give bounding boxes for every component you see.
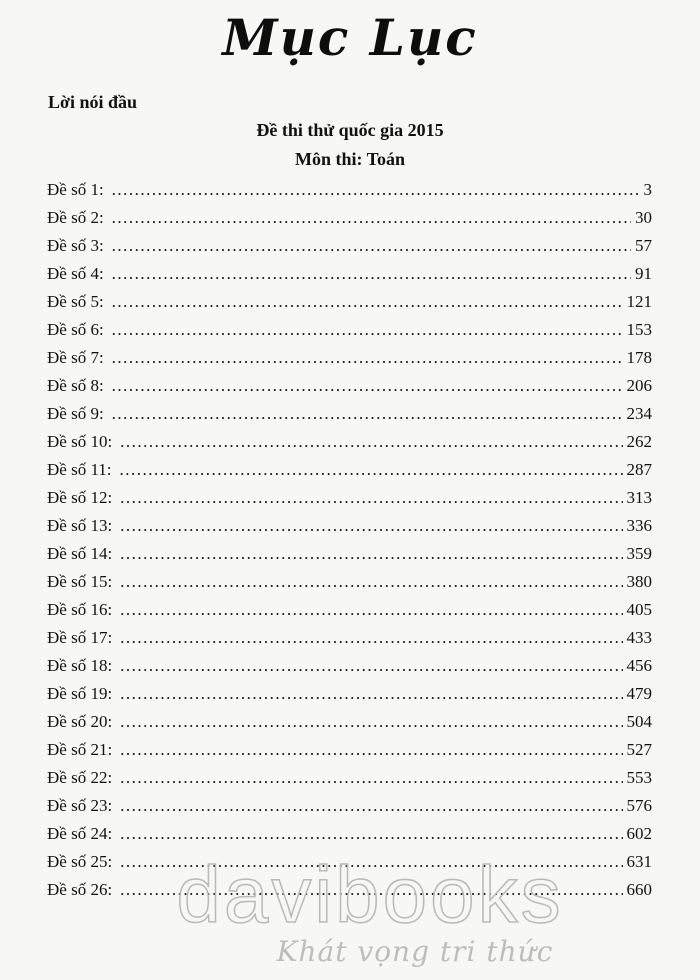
toc-entry-page: 206 [626,376,652,395]
toc-entry [47,596,652,624]
toc-entry-page: 405 [626,600,652,619]
toc-entry-page: 456 [626,656,652,675]
toc-entry-page: 262 [626,432,652,451]
toc-entry-page: 359 [626,544,652,563]
toc-dot-leader [112,288,623,316]
toc-dot-leader [120,820,622,848]
toc-entry [47,400,652,428]
toc-entry-page: 57 [635,236,652,255]
toc-entry-page: 504 [626,712,652,731]
toc-entry [47,260,652,288]
toc-entry [47,848,652,876]
toc-entry-label: Đề số 4: [47,264,104,283]
toc-dot-leader [120,736,622,764]
toc-entry-page: 234 [626,404,652,423]
toc-entry [47,568,652,596]
toc-entry-label: Đề số 19: [47,684,113,703]
toc-entry-label: Đề số 15: [47,572,113,591]
toc-entry [47,540,652,568]
toc-entry-label: Đề số 17: [47,628,113,647]
watermark-brand: davibooks [176,850,564,939]
toc-entry-label: Đề số 9: [47,404,104,423]
toc-entry-page: 479 [626,684,652,703]
page-title: Mục Lục [222,8,478,67]
toc-entry [47,232,652,260]
toc-entry-page: 121 [626,292,652,311]
toc-entry [47,876,652,904]
preface-heading: Lời nói đầu [48,92,138,112]
toc-entry-label: Đề số 18: [47,656,113,675]
toc-entry-label: Đề số 6: [47,320,104,339]
toc-entry-page: 178 [626,348,652,367]
toc-dot-leader [120,708,622,736]
toc-dot-leader [120,652,622,680]
toc-dot-leader [112,232,631,260]
toc-entry-page: 30 [635,208,652,227]
toc-entry-label: Đề số 10: [47,432,113,451]
toc-entry [47,316,652,344]
toc-dot-leader [120,568,622,596]
toc-entry-label: Đề số 11: [47,460,112,479]
toc-dot-leader [120,484,622,512]
toc-entry [47,792,652,820]
toc-entry-page: 433 [626,628,652,647]
toc-entry-label: Đề số 1: [47,180,104,199]
toc-entry-page: 313 [626,488,652,507]
toc-entry [47,820,652,848]
toc-entry-page: 602 [626,824,652,843]
toc-entry-label: Đề số 5: [47,292,104,311]
toc-entry-label: Đề số 25: [47,852,113,871]
section-heading: Đề thi thử quốc gia 2015 [256,120,444,140]
toc-entry-label: Đề số 3: [47,236,104,255]
toc-entry-label: Đề số 7: [47,348,104,367]
toc-entry-page: 336 [626,516,652,535]
toc-entry-page: 631 [626,852,652,871]
toc-dot-leader [120,680,622,708]
toc-entry-page: 553 [626,768,652,787]
toc-dot-leader [112,260,631,288]
toc-entry-page: 380 [626,572,652,591]
toc-entry-label: Đề số 22: [47,768,113,787]
toc-entry-page: 527 [626,740,652,759]
toc-entry-label: Đề số 12: [47,488,113,507]
toc-dot-leader [120,596,622,624]
toc-entry [47,288,652,316]
toc-dot-leader [120,540,622,568]
toc-dot-leader [112,344,623,372]
toc-entry [47,736,652,764]
toc-dot-leader [112,204,631,232]
toc-entry-page: 91 [635,264,652,283]
toc-dot-leader [120,792,622,820]
toc-entry [47,344,652,372]
toc-entry-label: Đề số 21: [47,740,113,759]
toc-dot-leader [120,848,622,876]
toc-entry [47,680,652,708]
toc-entry-label: Đề số 8: [47,376,104,395]
toc-entry [47,204,652,232]
toc-dot-leader [112,400,623,428]
toc-dot-leader [120,456,623,484]
toc-entry-page: 660 [626,880,652,899]
toc-entry [47,176,652,204]
toc-dot-leader [120,512,622,540]
toc-entry-label: Đề số 24: [47,824,113,843]
toc-entry-page: 287 [626,460,652,479]
toc-dot-leader [120,764,622,792]
toc-dot-leader [112,372,623,400]
toc-entry-label: Đề số 14: [47,544,113,563]
toc-entry-page: 576 [626,796,652,815]
toc-entry [47,624,652,652]
toc-entry-label: Đề số 13: [47,516,113,535]
toc-entry-label: Đề số 20: [47,712,113,731]
toc-entry [47,456,652,484]
toc-entry [47,764,652,792]
toc-entry-label: Đề số 23: [47,796,113,815]
toc-dot-leader [112,316,623,344]
toc-entry [47,652,652,680]
toc-entry [47,428,652,456]
table-of-contents [47,176,652,904]
toc-dot-leader [120,428,622,456]
toc-entry-label: Đề số 26: [47,880,113,899]
toc-entry [47,708,652,736]
toc-dot-leader [112,176,640,204]
toc-dot-leader [120,624,622,652]
watermark-slogan: Khát vọng tri thức [276,935,554,968]
toc-entry-label: Đề số 16: [47,600,113,619]
toc-entry [47,484,652,512]
toc-entry-page: 3 [643,180,652,199]
toc-dot-leader [120,876,622,904]
toc-entry-label: Đề số 2: [47,208,104,227]
section-subheading: Môn thi: Toán [294,149,406,169]
toc-entry [47,512,652,540]
toc-entry-page: 153 [626,320,652,339]
toc-entry [47,372,652,400]
